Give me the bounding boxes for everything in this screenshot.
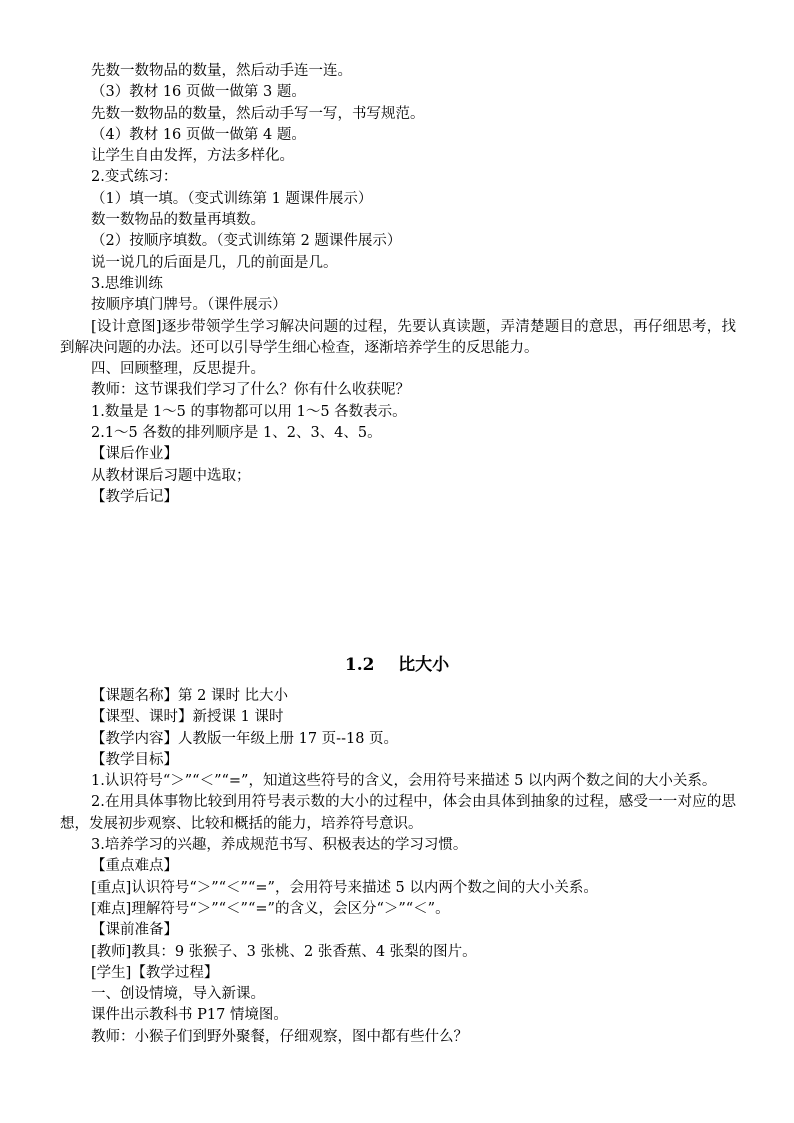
text-line: 数一数物品的数量再填数。 <box>91 212 265 229</box>
text-line: [重点]认识符号“＞”“＜”“=”，会用符号来描述 5 以内两个数之间的大小关系。 <box>91 879 598 896</box>
review-lines <box>60 359 736 508</box>
text-line: 2.1～5 各数的排列顺序是 1、2、3、4、5。 <box>91 425 382 442</box>
teaching-goal-2: 2.在用具体事物比较到用符号表示数的大小的过程中，体会由具体到抽象的过程，感受一一对应的思想，发展初步观察、比较和概括的能力，培养符号意识。 <box>60 794 736 832</box>
text-line: 先数一数物品的数量，然后动手写一写，书写规范。 <box>91 105 425 122</box>
text-line: 【教学内容】人教版一年级上册 17 页--18 页。 <box>91 730 399 747</box>
text-line: 【课前准备】 <box>91 922 178 939</box>
text-line: 【教学目标】 <box>91 751 178 768</box>
text-line: 【课后作业】 <box>91 446 178 463</box>
section-heading: 1.2 比大小 <box>344 655 450 675</box>
text-line: 让学生自由发挥，方法多样化。 <box>91 148 294 165</box>
lesson-header-lines <box>60 686 736 771</box>
text-line: 四、回顾整理，反思提升。 <box>91 361 265 378</box>
design-intent-paragraph: [设计意图]逐步带领学生学习解决问题的过程，先要认真读题，弄清楚题目的意思，再仔细思考，找到解决问题的办法。还可以引导学生细心检查，逐渐培养学生的反思能力。 <box>60 318 736 356</box>
text-line: 先数一数物品的数量，然后动手连一连。 <box>91 63 352 79</box>
text-line: 【教学后记】 <box>91 488 178 505</box>
text-line: 说一说几的后面是几，几的前面是几。 <box>91 254 338 271</box>
lesson-plan-compare <box>60 686 736 1048</box>
text-line: [难点]理解符号“＞”“＜”“=”的含义，会区分“＞”“＜”。 <box>91 900 450 917</box>
teaching-goal-1: 1.认识符号“＞”“＜”“=”，知道这些符号的含义，会用符号来描述 5 以内两个数之间的大小关系。 <box>91 773 717 790</box>
text-line: [学生]【教学过程】 <box>91 964 219 981</box>
text-line: 【课型、课时】新授课 1 课时 <box>91 709 284 726</box>
text-line: 2.变式练习： <box>91 169 178 186</box>
text-line: 3.思维训练 <box>91 275 163 292</box>
text-line: 课件出示教科书 P17 情境图。 <box>91 1007 288 1024</box>
text-line: 教师：小猴子们到野外聚餐，仔细观察，图中都有些什么？ <box>91 1028 468 1045</box>
lesson-continuation <box>60 61 736 508</box>
text-line: 1.数量是 1～5 的事物都可以用 1～5 各数表示。 <box>91 403 407 420</box>
text-line: （4）教材 16 页做一做第 4 题。 <box>91 126 306 143</box>
lesson-body-lines <box>60 835 736 1048</box>
text-line: 【课题名称】第 2 课时 比大小 <box>91 688 289 704</box>
text-line: （1）填一填。（变式训练第 1 题课件展示） <box>91 190 373 207</box>
text-line: 教师：这节课我们学习了什么？你有什么收获呢？ <box>91 382 410 399</box>
text-line: 按顺序填门牌号。（课件展示） <box>91 297 287 314</box>
text-line: （2）按顺序填数。（变式训练第 2 题课件展示） <box>91 233 402 250</box>
exercise-lines <box>60 61 736 317</box>
text-line: 【重点难点】 <box>91 858 178 875</box>
text-line: 3.培养学习的兴趣，养成规范书写、积极表达的学习习惯。 <box>91 837 468 854</box>
text-line: （3）教材 16 页做一做第 3 题。 <box>91 84 306 101</box>
text-line: [教师]教具：9 张猴子、3 张桃、2 张香蕉、4 张梨的图片。 <box>91 943 477 960</box>
text-line: 一、创设情境，导入新课。 <box>91 986 265 1003</box>
text-line: 从教材课后习题中选取； <box>91 467 251 484</box>
